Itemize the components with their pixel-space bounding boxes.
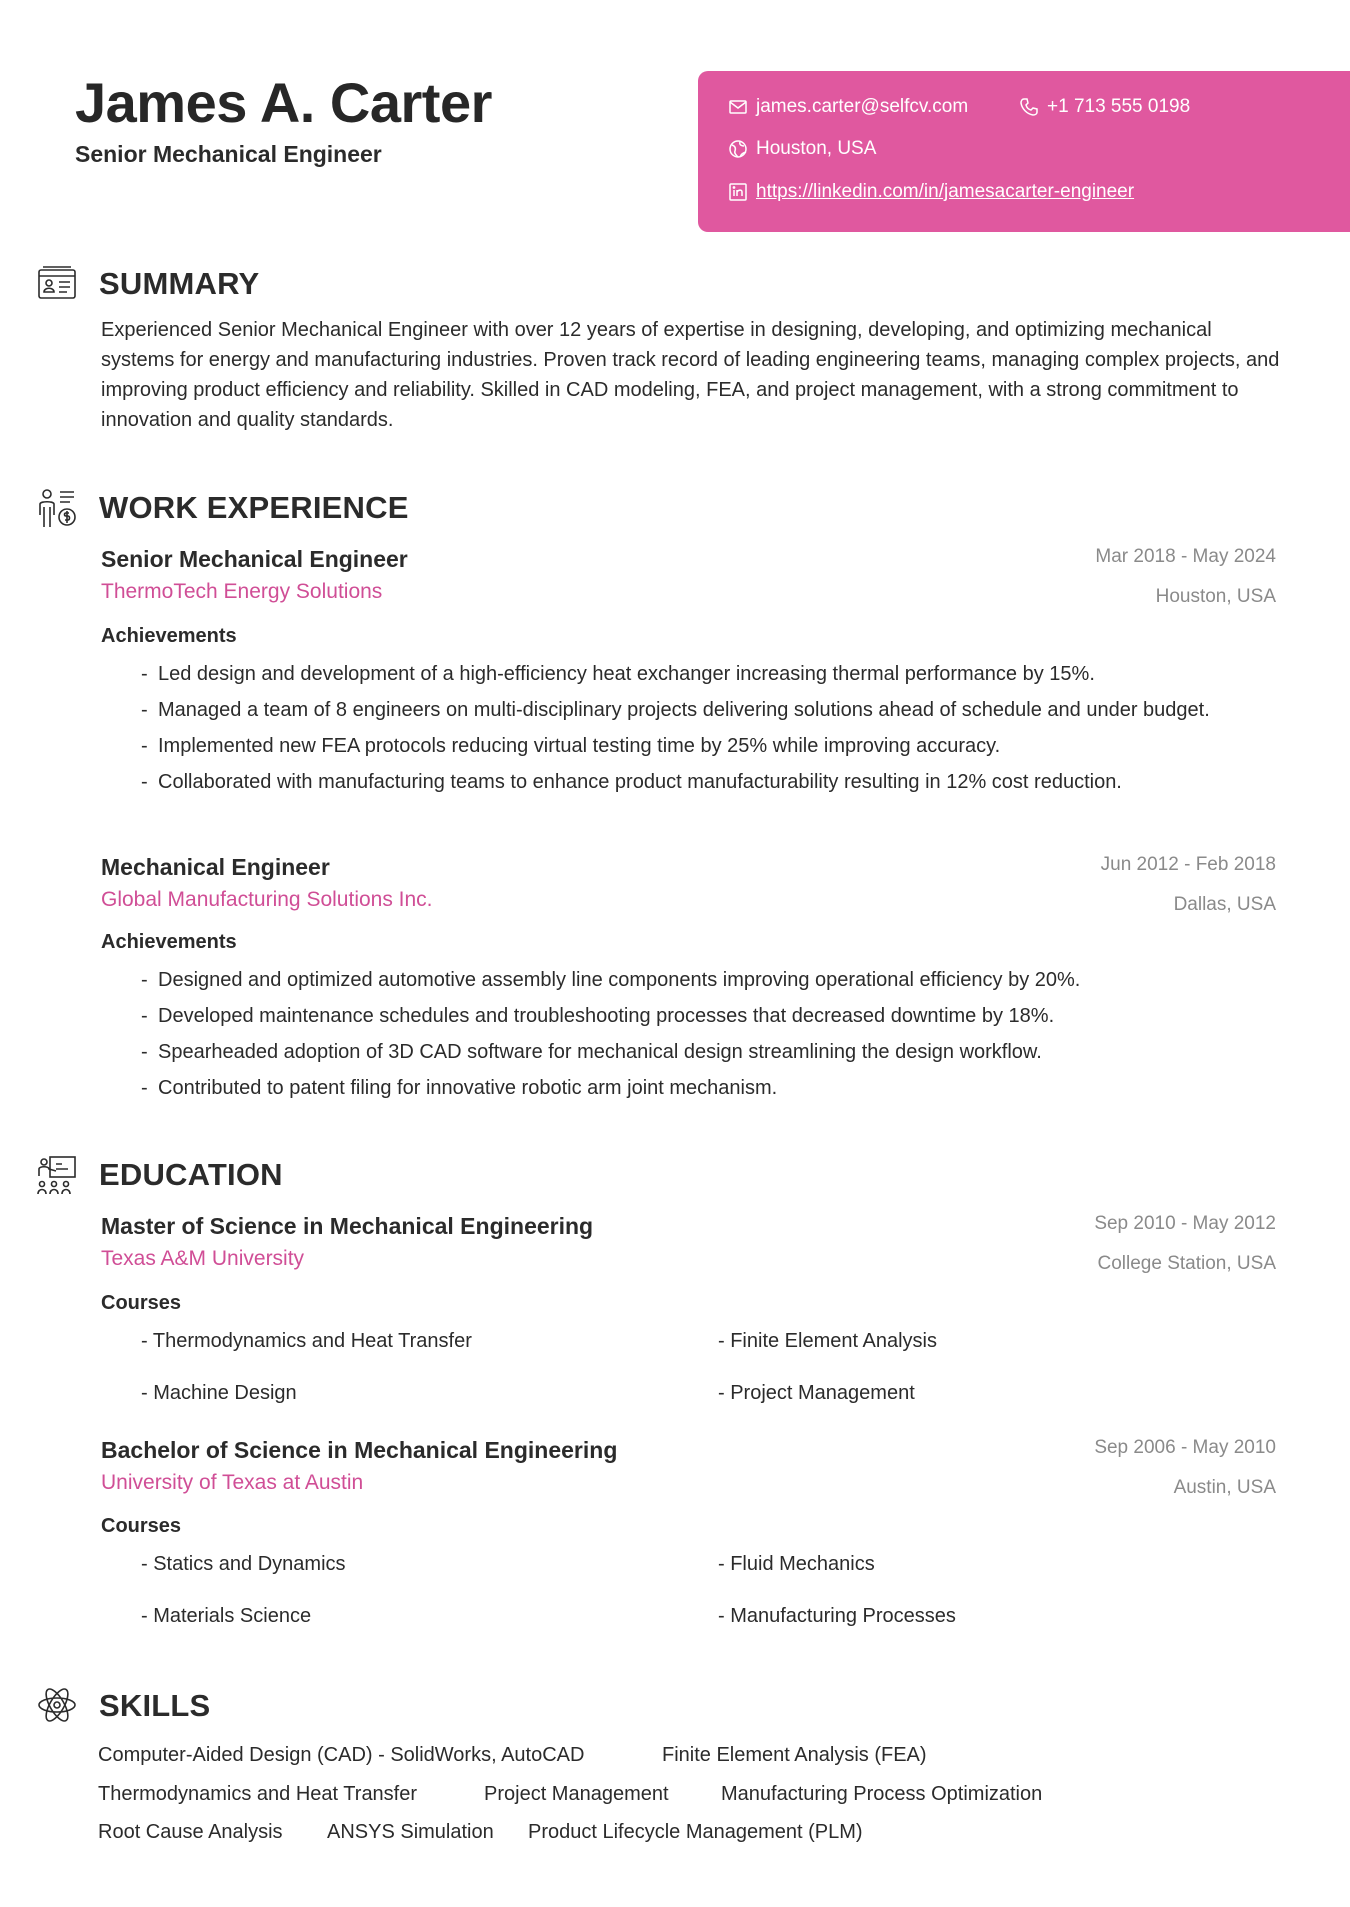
degree-location: College Station, USA xyxy=(1097,1253,1276,1274)
list-item: - Led design and development of a high-efficiency heat exchanger increasing thermal performance by 15%. xyxy=(141,663,1281,685)
job-location: Houston, USA xyxy=(1155,586,1276,607)
contact-email[interactable] xyxy=(728,96,968,118)
course-item: - Materials Science xyxy=(141,1605,312,1627)
course-item: - Fluid Mechanics xyxy=(718,1553,875,1575)
envelope-icon xyxy=(728,97,748,117)
job-dates: Jun 2012 - Feb 2018 xyxy=(1100,854,1276,875)
id-card-icon xyxy=(36,263,78,305)
work-heading: WORK EXPERIENCE xyxy=(99,490,409,525)
degree-dates: Sep 2010 - May 2012 xyxy=(1094,1213,1276,1234)
skill-item: ANSYS Simulation xyxy=(327,1821,494,1843)
linkedin-link[interactable]: https://linkedin.com/in/jamesacarter-engineer xyxy=(756,181,1135,202)
achievements-list xyxy=(141,969,1281,1113)
degree-dates: Sep 2006 - May 2010 xyxy=(1094,1437,1276,1458)
summary-text: Experienced Senior Mechanical Engineer with over 12 years of expertise in designing, developing, and optimizing mechanical systems for energy and manufacturing industries. Proven track record of leading engineering teams, managing complex projects, and improving product efficiency and reliability. Skilled in CAD modeling, FEA, and project management, with a strong commitment to innovation and quality standards. xyxy=(101,319,1280,431)
skill-item: Project Management xyxy=(484,1783,669,1805)
degree-title: Bachelor of Science in Mechanical Engineering xyxy=(101,1437,618,1463)
candidate-name: James A. Carter xyxy=(75,71,492,134)
job-dates: Mar 2018 - May 2024 xyxy=(1095,546,1276,567)
achievements-list xyxy=(141,663,1281,807)
contact-box xyxy=(698,71,1350,232)
course-item: - Manufacturing Processes xyxy=(718,1605,956,1627)
phone-icon xyxy=(1019,97,1039,117)
phone-text[interactable]: +1 713 555 0198 xyxy=(1047,96,1191,117)
teacher-board-icon xyxy=(36,1154,78,1196)
list-item: - Contributed to patent filing for innovative robotic arm joint mechanism. xyxy=(141,1077,1281,1099)
education-heading: EDUCATION xyxy=(99,1157,283,1192)
summary-heading: SUMMARY xyxy=(99,266,260,301)
list-item: - Spearheaded adoption of 3D CAD software for mechanical design streamlining the design workflow. xyxy=(141,1041,1281,1063)
course-item: - Machine Design xyxy=(141,1382,297,1404)
contact-linkedin[interactable] xyxy=(728,181,1134,203)
job-company: Global Manufacturing Solutions Inc. xyxy=(101,888,433,911)
skill-item: Root Cause Analysis xyxy=(98,1821,283,1843)
job-company: ThermoTech Energy Solutions xyxy=(101,580,383,603)
course-item: - Thermodynamics and Heat Transfer xyxy=(141,1330,472,1352)
degree-school: Texas A&M University xyxy=(101,1247,305,1270)
job-title: Mechanical Engineer xyxy=(101,854,330,880)
achievements-heading: Achievements xyxy=(101,931,237,953)
degree-title: Master of Science in Mechanical Engineering xyxy=(101,1213,594,1239)
degree-school: University of Texas at Austin xyxy=(101,1471,364,1494)
courses-heading: Courses xyxy=(101,1515,182,1537)
contact-location xyxy=(728,138,876,160)
skill-item: Thermodynamics and Heat Transfer xyxy=(98,1783,418,1805)
skill-item: Manufacturing Process Optimization xyxy=(721,1783,1043,1805)
course-item: - Finite Element Analysis xyxy=(718,1330,937,1352)
worker-money-icon xyxy=(36,487,78,529)
email-text[interactable]: james.carter@selfcv.com xyxy=(756,96,969,117)
degree-location: Austin, USA xyxy=(1173,1477,1276,1498)
courses-heading: Courses xyxy=(101,1292,182,1314)
course-item: - Project Management xyxy=(718,1382,915,1404)
skill-item: Finite Element Analysis (FEA) xyxy=(662,1744,927,1766)
list-item: - Managed a team of 8 engineers on multi-disciplinary projects delivering solutions ahead of schedule and under budget. xyxy=(141,699,1281,721)
job-location: Dallas, USA xyxy=(1173,894,1276,915)
list-item: - Implemented new FEA protocols reducing virtual testing time by 25% while improving accuracy. xyxy=(141,735,1281,757)
list-item: - Designed and optimized automotive assembly line components improving operational efficiency by 20%. xyxy=(141,969,1281,991)
skills-heading: SKILLS xyxy=(99,1688,211,1723)
globe-icon xyxy=(728,139,748,159)
contact-phone[interactable] xyxy=(1019,96,1190,118)
achievements-heading: Achievements xyxy=(101,625,237,647)
atom-icon xyxy=(36,1684,78,1726)
course-item: - Statics and Dynamics xyxy=(141,1553,346,1575)
skill-item: Product Lifecycle Management (PLM) xyxy=(528,1821,863,1843)
linkedin-icon xyxy=(728,182,748,202)
list-item: - Collaborated with manufacturing teams to enhance product manufacturability resulting in 12% cost reduction. xyxy=(141,771,1281,793)
skill-item: Computer-Aided Design (CAD) - SolidWorks, AutoCAD xyxy=(98,1744,585,1766)
location-text: Houston, USA xyxy=(756,138,877,159)
candidate-role: Senior Mechanical Engineer xyxy=(75,141,382,167)
list-item: - Developed maintenance schedules and troubleshooting processes that decreased downtime by 18%. xyxy=(141,1005,1281,1027)
job-title: Senior Mechanical Engineer xyxy=(101,546,408,572)
